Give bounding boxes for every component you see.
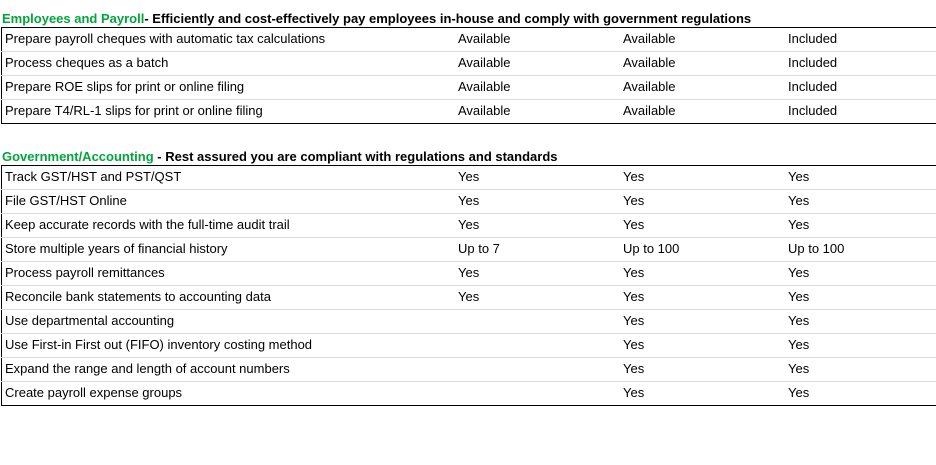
feature-table-government-accounting [1,165,936,406]
table-row [2,52,936,76]
feature-cell: Track GST/HST and PST/QST [2,166,456,190]
feature-cell: File GST/HST Online [2,190,456,214]
table-row [2,166,936,190]
feature-cell: Prepare ROE slips for print or online filing [2,76,456,100]
plan-c-cell: Included [785,100,936,124]
section-heading-employees-and-payroll [0,10,936,27]
table-row [2,310,936,334]
plan-c-cell: Yes [785,334,936,358]
section-employees-and-payroll [0,10,936,124]
plan-c-cell: Yes [785,358,936,382]
table-row [2,100,936,124]
plan-c-cell: Yes [785,190,936,214]
feature-cell: Create payroll expense groups [2,382,456,406]
section-spacer [0,124,936,148]
feature-cell: Process cheques as a batch [2,52,456,76]
section-heading-rest: - Efficiently and cost-effectively pay employees in-house and comply with government regulations [144,11,752,26]
plan-b-cell: Available [620,28,785,52]
plan-c-cell: Yes [785,214,936,238]
feature-cell: Reconcile bank statements to accounting data [2,286,456,310]
plan-c-cell: Yes [785,166,936,190]
table-row [2,334,936,358]
feature-cell: Use First-in First out (FIFO) inventory costing method [2,334,456,358]
plan-b-cell: Yes [620,358,785,382]
plan-b-cell: Yes [620,214,785,238]
plan-b-cell: Yes [620,190,785,214]
feature-cell: Process payroll remittances [2,262,456,286]
table-row [2,214,936,238]
plan-a-cell: Yes [455,190,620,214]
plan-c-cell: Yes [785,262,936,286]
top-spacer [0,0,936,10]
plan-a-cell [455,310,620,334]
plan-c-cell: Yes [785,310,936,334]
feature-cell: Expand the range and length of account numbers [2,358,456,382]
plan-b-cell: Yes [620,310,785,334]
plan-c-cell: Included [785,28,936,52]
table-row [2,262,936,286]
plan-a-cell: Available [455,100,620,124]
plan-a-cell [455,358,620,382]
plan-b-cell: Available [620,100,785,124]
table-row [2,190,936,214]
plan-a-cell: Up to 7 [455,238,620,262]
feature-cell: Keep accurate records with the full-time audit trail [2,214,456,238]
table-row [2,238,936,262]
feature-table-employees-and-payroll [1,27,936,124]
plan-a-cell [455,382,620,406]
section-heading-highlight: Employees and Payroll [2,11,145,26]
plan-a-cell: Yes [455,262,620,286]
feature-cell: Store multiple years of financial history [2,238,456,262]
plan-b-cell: Up to 100 [620,238,785,262]
table-row [2,382,936,406]
plan-c-cell: Yes [785,382,936,406]
section-government-accounting [0,148,936,406]
plan-a-cell: Available [455,52,620,76]
plan-a-cell: Yes [455,166,620,190]
plan-c-cell: Yes [785,286,936,310]
section-heading-rest: - Rest assured you are compliant with regulations and standards [153,149,558,164]
plan-b-cell: Yes [620,262,785,286]
feature-cell: Prepare payroll cheques with automatic tax calculations [2,28,456,52]
table-row [2,358,936,382]
table-row [2,286,936,310]
plan-c-cell: Included [785,76,936,100]
plan-a-cell: Available [455,28,620,52]
plan-a-cell [455,334,620,358]
plan-b-cell: Yes [620,286,785,310]
plan-c-cell: Up to 100 [785,238,936,262]
section-heading-highlight: Government/Accounting [2,149,154,164]
plan-b-cell: Available [620,52,785,76]
plan-b-cell: Available [620,76,785,100]
plan-a-cell: Available [455,76,620,100]
plan-b-cell: Yes [620,334,785,358]
plan-c-cell: Included [785,52,936,76]
table-row [2,76,936,100]
table-row [2,28,936,52]
plan-a-cell: Yes [455,286,620,310]
plan-b-cell: Yes [620,382,785,406]
feature-cell: Use departmental accounting [2,310,456,334]
section-heading-government-accounting [0,148,936,165]
plan-a-cell: Yes [455,214,620,238]
feature-cell: Prepare T4/RL-1 slips for print or online filing [2,100,456,124]
plan-b-cell: Yes [620,166,785,190]
